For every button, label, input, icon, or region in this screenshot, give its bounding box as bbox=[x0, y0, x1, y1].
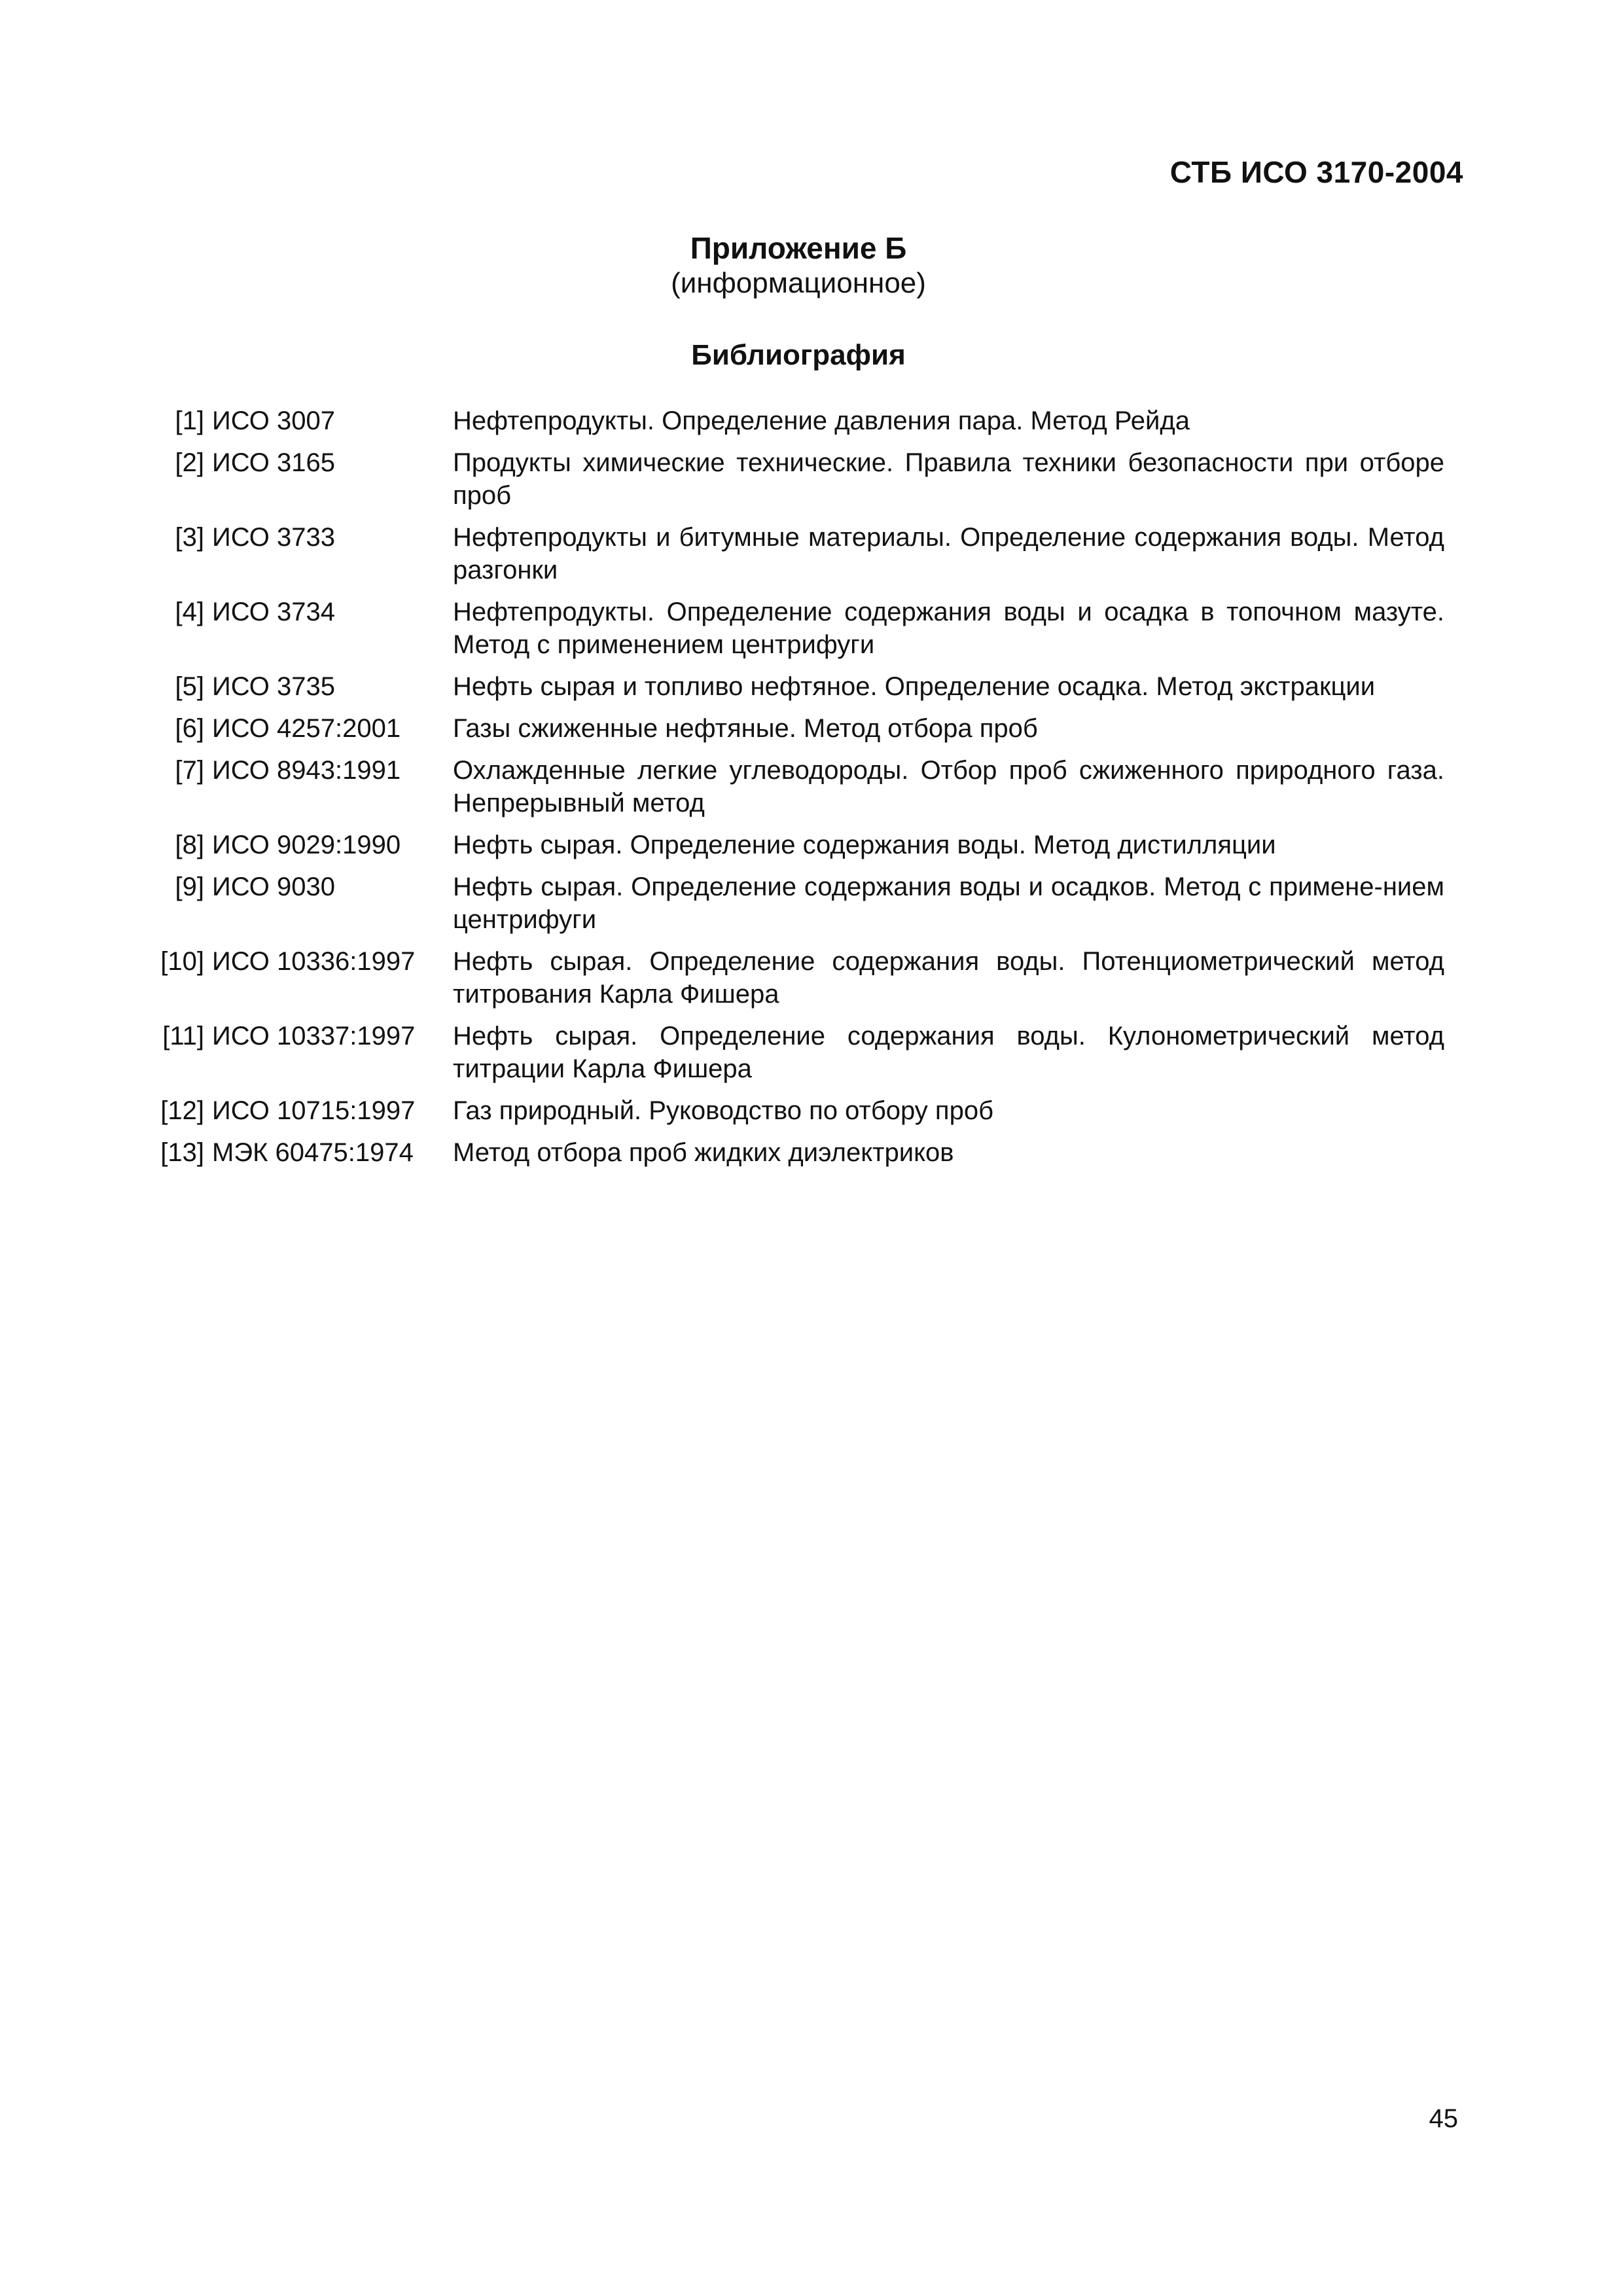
ref-code: ИСО 3733 bbox=[212, 523, 335, 552]
ref-title: Нефтепродукты и битумные материалы. Определение содержания воды. Метод разгонки bbox=[453, 523, 1444, 584]
bibliography-item bbox=[152, 1020, 1444, 1085]
bibliography-item bbox=[152, 446, 1444, 512]
ref-number: [9] bbox=[175, 872, 204, 901]
ref-number: [10] bbox=[160, 947, 204, 976]
ref-title: Метод отбора проб жидких диэлектриков bbox=[453, 1138, 954, 1167]
ref-code: ИСО 3007 bbox=[212, 406, 335, 435]
bibliography-item bbox=[152, 870, 1444, 936]
ref-number: [5] bbox=[175, 672, 204, 701]
annex-title: Приложение Б bbox=[690, 231, 907, 265]
bibliography-item bbox=[152, 1094, 1444, 1127]
ref-title: Нефть сырая. Определение содержания воды. Потенциометрический метод титрования Карла Фишера bbox=[453, 947, 1444, 1009]
ref-title: Нефть сырая и топливо нефтяное. Определение осадка. Метод экстракции bbox=[453, 672, 1376, 701]
bibliography-item bbox=[152, 404, 1444, 437]
ref-code: ИСО 9029:1990 bbox=[212, 831, 401, 859]
annex-header bbox=[0, 230, 1597, 301]
ref-code: ИСО 8943:1991 bbox=[212, 756, 401, 785]
bibliography-item bbox=[152, 712, 1444, 745]
ref-title: Нефтепродукты. Определение давления пара. Метод Рейда bbox=[453, 406, 1190, 435]
page-number: 45 bbox=[1429, 2104, 1458, 2133]
ref-code: ИСО 4257:2001 bbox=[212, 714, 401, 743]
ref-number: [2] bbox=[175, 448, 204, 477]
ref-code: ИСО 10336:1997 bbox=[212, 947, 416, 976]
ref-title: Газы сжиженные нефтяные. Метод отбора проб bbox=[453, 714, 1038, 743]
ref-code: ИСО 10715:1997 bbox=[212, 1096, 416, 1125]
bibliography-item bbox=[152, 521, 1444, 586]
ref-number: [4] bbox=[175, 598, 204, 626]
annex-type: (информационное) bbox=[671, 267, 926, 299]
bibliography-list bbox=[152, 404, 1444, 1178]
document-code: СТБ ИСО 3170-2004 bbox=[1169, 155, 1463, 189]
bibliography-item bbox=[152, 754, 1444, 819]
ref-code: ИСО 10337:1997 bbox=[212, 1022, 416, 1050]
ref-code: ИСО 3165 bbox=[212, 448, 335, 477]
ref-code: ИСО 3734 bbox=[212, 598, 335, 626]
ref-title: Продукты химические технические. Правила техники безопасности при отборе проб bbox=[453, 448, 1444, 510]
ref-number: [11] bbox=[162, 1022, 204, 1050]
ref-title: Нефть сырая. Определение содержания воды и осадков. Метод с примене-нием центрифуги bbox=[453, 872, 1444, 934]
ref-code: МЭК 60475:1974 bbox=[212, 1138, 414, 1167]
ref-title: Газ природный. Руководство по отбору проб bbox=[453, 1096, 993, 1125]
ref-number: [13] bbox=[160, 1138, 204, 1167]
ref-code: ИСО 3735 bbox=[212, 672, 335, 701]
bibliography-heading: Библиография bbox=[691, 339, 906, 371]
bibliography-item bbox=[152, 1136, 1444, 1169]
ref-number: [8] bbox=[175, 831, 204, 859]
ref-number: [12] bbox=[160, 1096, 204, 1125]
ref-title: Нефтепродукты. Определение содержания воды и осадка в топочном мазуте. Метод с применением центрифуги bbox=[453, 598, 1444, 659]
ref-number: [3] bbox=[175, 523, 204, 552]
bibliography-item bbox=[152, 829, 1444, 861]
ref-number: [7] bbox=[175, 756, 204, 785]
ref-title: Охлажденные легкие углеводороды. Отбор проб сжиженного природного газа. Непрерывный метод bbox=[453, 756, 1444, 817]
ref-number: [1] bbox=[175, 406, 204, 435]
ref-code: ИСО 9030 bbox=[212, 872, 335, 901]
ref-title: Нефть сырая. Определение содержания воды. Метод дистилляции bbox=[453, 831, 1276, 859]
ref-title: Нефть сырая. Определение содержания воды. Кулонометрический метод титрации Карла Фишера bbox=[453, 1022, 1444, 1083]
bibliography-item bbox=[152, 596, 1444, 661]
bibliography-item bbox=[152, 945, 1444, 1011]
ref-number: [6] bbox=[175, 714, 204, 743]
bibliography-item bbox=[152, 670, 1444, 703]
